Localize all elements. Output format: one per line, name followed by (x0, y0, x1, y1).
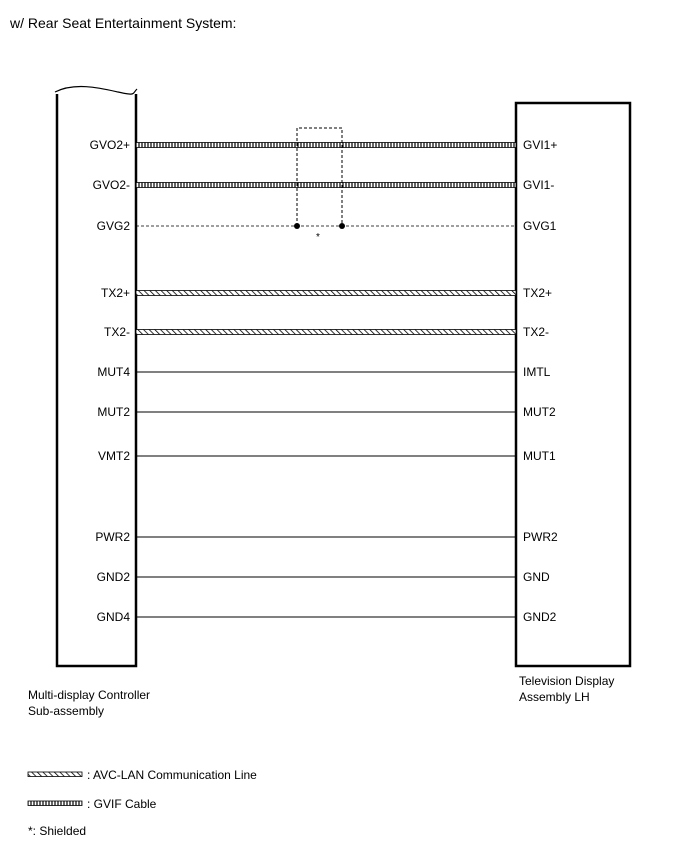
legend-avc-swatch (28, 772, 82, 777)
wire-5 (136, 330, 516, 335)
left-pin-label: VMT2 (97, 449, 130, 463)
left-pin-label: MUT2 (97, 405, 130, 419)
diagram-title: w/ Rear Seat Entertainment System: (10, 15, 237, 31)
left-pin-label: GND2 (96, 570, 130, 584)
right-component-name-line-2: Assembly LH (519, 690, 590, 704)
wire-2 (136, 183, 516, 188)
left-pin-label: PWR2 (95, 530, 130, 544)
wire-group (90, 138, 558, 624)
left-pin-label: GVO2+ (89, 138, 130, 152)
left-component-name-line-1: Multi-display Controller (28, 688, 151, 702)
right-pin-label: GND2 (523, 610, 557, 624)
wire-1 (136, 143, 516, 148)
left-pin-label: MUT4 (97, 365, 130, 379)
right-pin-label: MUT1 (523, 449, 556, 463)
left-pin-label: GVG2 (96, 219, 130, 233)
right-pin-label: IMTL (523, 365, 551, 379)
right-pin-label: GVI1- (523, 178, 555, 192)
legend (28, 768, 257, 838)
right-pin-label: GVG1 (523, 219, 557, 233)
shield-mark: * (316, 232, 320, 243)
legend-gvif-swatch (28, 801, 82, 806)
right-pin-label: PWR2 (523, 530, 558, 544)
right-pin-label: GND (523, 570, 550, 584)
left-component-name-line-2: Sub-assembly (28, 704, 105, 718)
shield-junction-right (339, 223, 345, 229)
shield-junction-left (294, 223, 300, 229)
right-pin-label: GVI1+ (523, 138, 558, 152)
right-pin-label: MUT2 (523, 405, 556, 419)
left-pin-label: GVO2- (92, 178, 130, 192)
wire-4 (136, 291, 516, 296)
right-pin-label: TX2- (523, 325, 550, 339)
legend-avc-label: : AVC-LAN Communication Line (87, 768, 257, 782)
left-pin-label: TX2- (103, 325, 130, 339)
legend-gvif-label: : GVIF Cable (87, 797, 157, 811)
legend-shielded-label: *: Shielded (28, 824, 87, 838)
left-pin-label: GND4 (96, 610, 130, 624)
right-component-name-line-1: Television Display (519, 674, 615, 688)
left-pin-label: TX2+ (100, 286, 130, 300)
right-pin-label: TX2+ (523, 286, 553, 300)
